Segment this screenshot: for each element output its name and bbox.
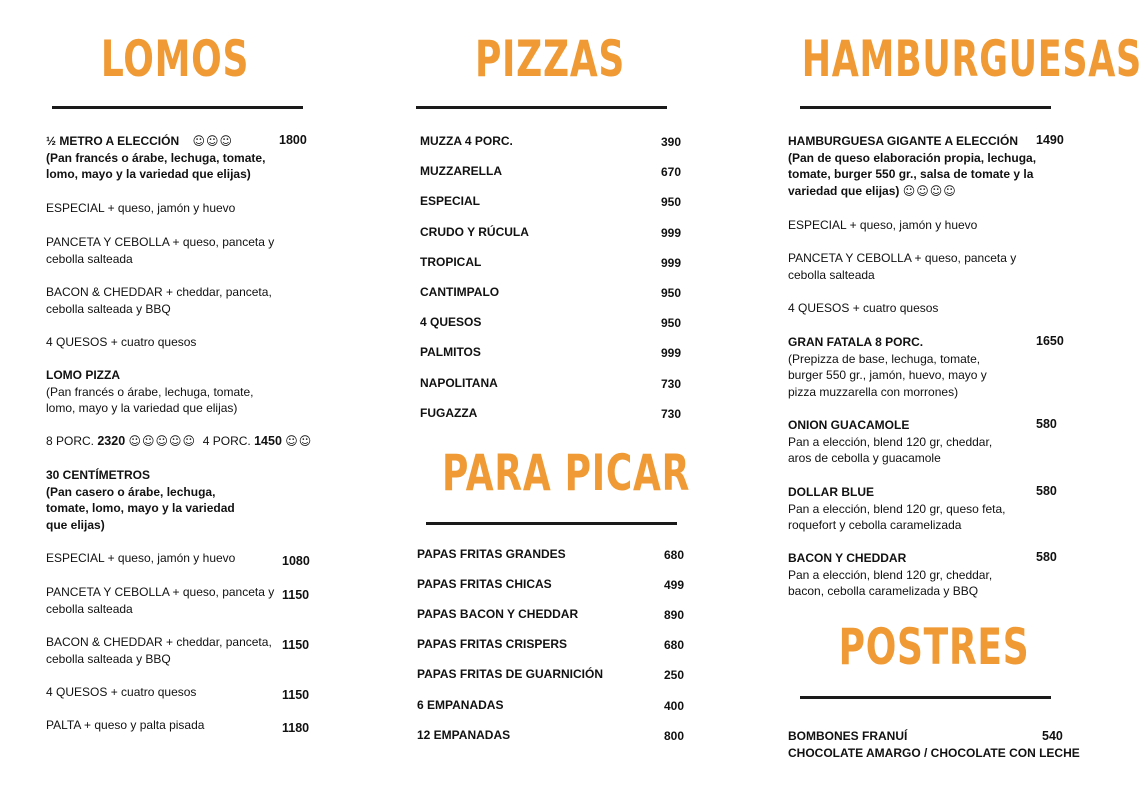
pizza-item-name: PALMITOS [420, 345, 481, 360]
smiley-icon: ☺☺☺ [192, 134, 233, 148]
pizza-item-name: FUGAZZA [420, 405, 478, 420]
para-picar-divider [426, 522, 677, 525]
menu-item-hamb-especial: ESPECIAL + queso, jamón y huevo [788, 218, 978, 232]
postres-title: POSTRES [838, 618, 1030, 676]
picar-item-price: 680 [664, 638, 685, 653]
picar-item-price: 400 [664, 698, 685, 713]
price-gran-fatala: 1650 [1036, 334, 1064, 348]
price-half-meter: 1800 [279, 133, 307, 147]
pizza-item-price: 950 [661, 316, 682, 331]
price-30cm-palta: 1180 [282, 721, 310, 735]
menu-item-30cm-especial: ESPECIAL + queso, jamón y huevo [46, 551, 236, 565]
picar-item-name: PAPAS BACON Y CHEDDAR [417, 607, 579, 622]
lomos-title: LOMOS [100, 30, 250, 88]
lomos-divider [52, 106, 303, 109]
smiley-icon: ☺☺ [285, 434, 313, 448]
postres-divider [800, 696, 1051, 699]
menu-item-30cm-palta: PALTA + queso y palta pisada [46, 718, 205, 732]
pizza-item-price: 730 [661, 376, 682, 391]
pizza-item-price: 950 [661, 286, 682, 300]
menu-item-lomo-4quesos: 4 QUESOS + cuatro quesos [46, 335, 197, 349]
menu-item-30cm-panceta: PANCETA Y CEBOLLA + queso, panceta y cebolla salteada [46, 585, 275, 616]
picar-item-price: 680 [664, 548, 685, 562]
picar-item-name: 12 EMPANADAS [417, 727, 511, 742]
menu-item-bombones: BOMBONES FRANUÍ CHOCOLATE AMARGO / CHOCOLATE CON LECHE [788, 729, 1080, 760]
pizzas-divider [416, 106, 667, 109]
menu-item-30cm: 30 CENTÍMETROS (Pan casero o árabe, lechuga, tomate, lomo, mayo y la variedad que elijas) [46, 468, 235, 532]
pizza-item-name: CANTIMPALO [420, 285, 500, 299]
pizza-item-price: 999 [661, 346, 682, 361]
pizza-item-name: MUZZA 4 PORC. [420, 134, 513, 148]
pizza-item-price: 999 [661, 225, 682, 240]
hamburguesas-divider [800, 106, 1051, 109]
lomo-pizza-portions: 8 PORC. 2320 ☺☺☺☺☺ 4 PORC. 1450 ☺☺ [46, 434, 313, 448]
pizza-item-price: 950 [661, 195, 682, 210]
smiley-icon: ☺☺☺☺☺ [128, 434, 197, 448]
menu-item-dollar-blue: DOLLAR BLUE Pan a elección, blend 120 gr, queso feta, roquefort y cebolla caramelizada [788, 485, 1006, 532]
picar-item-name: 6 EMPANADAS [417, 697, 504, 712]
price-30cm-4quesos: 1150 [282, 688, 310, 702]
menu-item-lomo-pizza: LOMO PIZZA (Pan francés o árabe, lechuga, tomate, lomo, mayo y la variedad que elijas) [46, 368, 254, 415]
pizza-item-name: NAPOLITANA [420, 375, 498, 390]
pizza-item-name: CRUDO Y RÚCULA [420, 224, 529, 239]
picar-item-name: PAPAS FRITAS GRANDES [417, 547, 566, 561]
menu-item-onion-guacamole: ONION GUACAMOLE Pan a elección, blend 120 gr, cheddar, aros de cebolla y guacamole [788, 418, 993, 465]
pizza-item-name: TROPICAL [420, 254, 482, 269]
menu-item-lomo-especial: ESPECIAL + queso, jamón y huevo [46, 201, 236, 215]
para-picar-title: PARA PICAR [442, 444, 691, 502]
menu-item-hamb-panceta: PANCETA Y CEBOLLA + queso, panceta y cebolla salteada [788, 251, 1017, 282]
price-30cm-bacon: 1150 [282, 638, 310, 652]
picar-item-price: 800 [664, 728, 685, 743]
pizza-item-price: 670 [661, 165, 682, 180]
hamburguesas-title: HAMBURGUESAS [801, 30, 1142, 88]
pizzas-title: PIZZAS [474, 30, 626, 88]
menu-item-lomo-bacon: BACON & CHEDDAR + cheddar, panceta, cebolla salteada y BBQ [46, 285, 272, 316]
picar-item-price: 890 [664, 608, 685, 623]
menu-item-half-meter: ½ METRO A ELECCIÓN ☺☺☺ (Pan francés o árabe, lechuga, tomate, lomo, mayo y la variedad que elijas) [46, 134, 266, 181]
menu-item-30cm-4quesos: 4 QUESOS + cuatro quesos [46, 685, 197, 699]
menu-item-30cm-bacon: BACON & CHEDDAR + cheddar, panceta, cebolla salteada y BBQ [46, 635, 272, 666]
pizza-item-name: ESPECIAL [420, 194, 481, 209]
price-30cm-especial: 1080 [282, 554, 310, 568]
price-30cm-panceta: 1150 [282, 588, 310, 602]
pizza-item-price: 730 [661, 406, 682, 421]
price-bacon-cheddar: 580 [1036, 550, 1057, 564]
price-hamburguesa-gigante: 1490 [1036, 133, 1064, 147]
price-bombones: 540 [1042, 729, 1063, 743]
smiley-icon: ☺☺☺☺ [902, 183, 957, 198]
pizza-item-price: 390 [661, 135, 682, 149]
menu-item-lomo-panceta: PANCETA Y CEBOLLA + queso, panceta y cebolla salteada [46, 235, 275, 266]
menu-item-hamb-4quesos: 4 QUESOS + cuatro quesos [788, 301, 939, 315]
pizza-item-name: 4 QUESOS [420, 315, 482, 330]
picar-item-name: PAPAS FRITAS DE GUARNICIÓN [417, 667, 604, 682]
picar-item-name: PAPAS FRITAS CHICAS [417, 577, 552, 592]
price-dollar-blue: 580 [1036, 484, 1057, 498]
picar-item-price: 499 [664, 578, 685, 593]
picar-item-price: 250 [664, 668, 685, 683]
picar-item-name: PAPAS FRITAS CRISPERS [417, 637, 568, 652]
menu-item-bacon-cheddar: BACON Y CHEDDAR Pan a elección, blend 120 gr, cheddar, bacon, cebolla caramelizada y BBQ [788, 551, 993, 598]
pizza-item-name: MUZZARELLA [420, 164, 502, 179]
menu-item-gran-fatala: GRAN FATALA 8 PORC. (Prepizza de base, lechuga, tomate, burger 550 gr., jamón, huevo, mayo y pizza muzzarella con morrones) [788, 335, 987, 399]
pizza-item-price: 999 [661, 255, 682, 270]
price-onion-guacamole: 580 [1036, 417, 1057, 431]
menu-item-hamburguesa-gigante: HAMBURGUESA GIGANTE A ELECCIÓN (Pan de queso elaboración propia, lechuga, tomate, burger 550 gr., salsa de tomate y la variedad que elijas) ☺☺☺☺ [788, 134, 1037, 198]
